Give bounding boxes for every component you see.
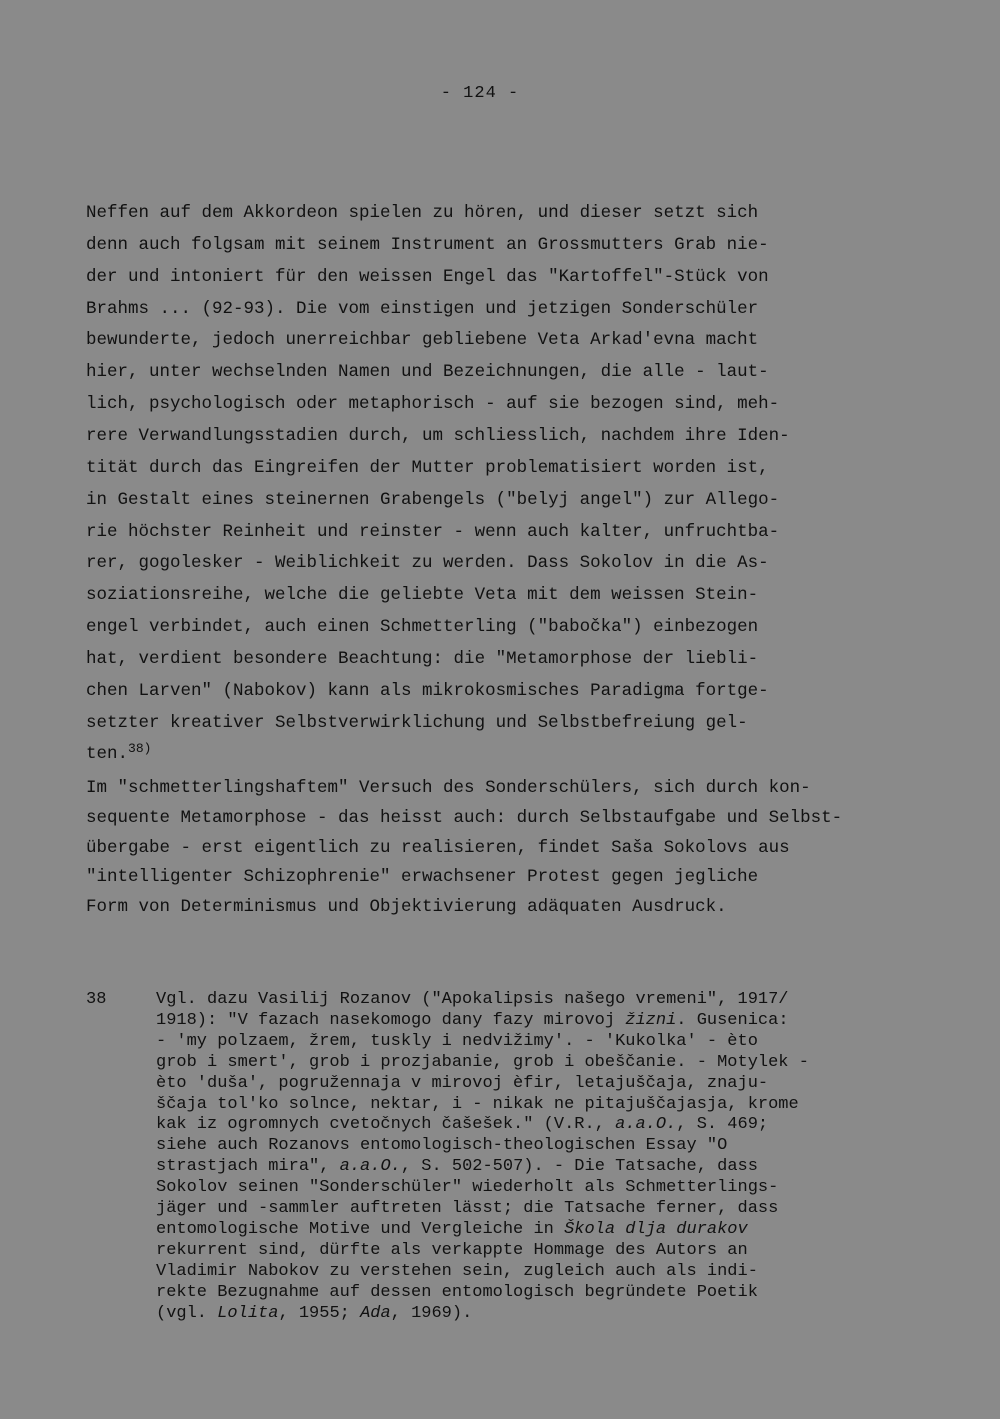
footnote-segment: - 'my polzaem, žrem, tuskly i nedvižimy'. - 'Kukolka' - èto [156,1031,758,1051]
footnote-segment: rekurrent sind, dürfte als verkappte Hommage des Autors an [156,1240,748,1260]
page-number: - 124 - [440,84,520,103]
italic-title: Škola dlja durakov [564,1219,748,1239]
footnote-line [156,1241,748,1261]
footnote-segment: . Gusenica: [676,1010,789,1030]
body-line: bewunderte, jedoch unerreichbar gebliebene Veta Arkad'evna macht [86,330,759,351]
footnote-line [156,1220,748,1240]
body-line: der und intoniert für den weissen Engel das "Kartoffel"-Stück von [86,266,769,287]
body-line: hier, unter wechselnden Namen und Bezeichnungen, die alle - laut- [86,362,769,383]
footnote-line [156,1011,789,1031]
footnote-segment: (vgl. [156,1303,218,1323]
footnote-line [156,1262,758,1282]
italic-title: žizni [625,1010,677,1030]
footnote-line [156,1095,799,1115]
italic-title: a.a.O. [339,1157,401,1177]
footnote-reference: 38) [128,741,152,757]
body-line: rie höchster Reinheit und reinster - wenn auch kalter, unfruchtba- [86,521,780,542]
footnote-segment: Vladimir Nabokov zu verstehen sein, zugleich auch als indi- [156,1261,758,1281]
body-line: setzter kreativer Selbstverwirklichung und Selbstbefreiung gel- [86,712,748,733]
body-line: in Gestalt eines steinernen Grabengels ("belyj angel") zur Allego- [86,489,780,510]
body-line: ten.$^{38)}$ [86,741,152,765]
footnote-line [156,990,789,1010]
italic-title: Lolita [217,1303,279,1323]
body-line: soziationsreihe, welche die geliebte Veta mit dem weissen Stein- [86,585,759,606]
body-line: engel verbindet, auch einen Schmetterling ("babočka") einbezogen [86,617,759,638]
footnote-segment: rekte Bezugnahme auf dessen entomologisch begründete Poetik [156,1282,758,1302]
footnote-segment: 1918): "V fazach nasekomogo dany fazy mirovoj [156,1010,626,1030]
footnote-line [156,1304,472,1324]
footnote-line [156,1283,758,1303]
body-line: lich, psychologisch oder metaphorisch - auf sie bezogen sind, meh- [86,394,780,415]
footnote-segment: ščaja tol'ko solnce, nektar, i - nikak ne pitajuščajasja, krome [156,1094,799,1114]
body-line: rere Verwandlungsstadien durch, um schliesslich, nachdem ihre Iden- [86,425,790,446]
footnote-segment: siehe auch Rozanovs entomologisch-theologischen Essay "O [156,1136,728,1156]
body-line: übergabe - erst eigentlich zu realisieren, findet Saša Sokolovs aus [86,837,790,858]
body-line: Neffen auf dem Akkordeon spielen zu hören, und dieser setzt sich [86,203,759,223]
footnote-segment: , S. 502-507). - Die Tatsache, dass [400,1157,758,1177]
italic-title: Ada [360,1303,391,1323]
italic-title: a.a.O. [615,1115,677,1135]
footnote-segment: strastjach mira", [156,1157,340,1177]
footnote-line [156,1136,727,1156]
footnote-line [156,1032,758,1052]
body-line: Im "schmetterlingshaftem" Versuch des Sonderschülers, sich durch kon- [86,778,811,798]
body-line: tität durch das Eingreifen der Mutter problematisiert worden ist, [86,457,769,478]
body-line: hat, verdient besondere Beachtung: die "Metamorphose der liebli- [86,648,759,669]
footnote-segment: , S. 469; [676,1115,769,1135]
footnote-segment: Vgl. dazu Vasilij Rozanov ("Apokalipsis našego vremeni", 1917/ [156,990,789,1009]
body-line: Form von Determinismus und Objektivierung adäquaten Ausdruck. [86,897,727,918]
body-line: "intelligenter Schizophrenie" erwachsener Protest gegen jegliche [86,867,759,888]
body-line: denn auch folgsam mit seinem Instrument an Grossmutters Grab nie- [86,234,769,255]
footnote-line [156,1199,778,1219]
footnote-segment: Sokolov seinen "Sonderschüler" wiederholt als Schmetterlings- [156,1178,779,1198]
footnote-line [156,1157,758,1177]
footnote-segment: grob i smert', grob i prozjabanie, grob i obeščanie. - Motylek - [156,1052,809,1072]
footnote-segment: , 1955; [278,1303,361,1323]
footnote-segment: , 1969). [390,1303,473,1323]
footnote-segment: jäger und -sammler auftreten lässt; die Tatsache ferner, dass [156,1199,779,1218]
body-line: rer, gogolesker - Weiblichkeit zu werden. Dass Sokolov in die As- [86,553,769,574]
footnote-line [156,1053,809,1073]
footnote-segment: entomologische Motive und Vergleiche in [156,1219,565,1239]
footnote-line [156,1115,768,1135]
body-line: sequente Metamorphose - das heisst auch: durch Selbstaufgabe und Selbst- [86,807,843,828]
body-line: Brahms ... (92-93). Die vom einstigen und jetzigen Sonderschüler [86,298,759,319]
footnote-line [156,1074,768,1094]
footnote-segment: èto 'duša', pogružennaja v mirovoj èfir, letajuščaja, znaju- [156,1073,769,1093]
footnote-segment: kak iz ogromnych cvetočnych čašešek." (V.R., [156,1115,616,1135]
footnote-number: 38 [86,990,107,1009]
footnote-line [156,1178,778,1198]
body-line: chen Larven" (Nabokov) kann als mikrokosmisches Paradigma fortge- [86,680,769,701]
